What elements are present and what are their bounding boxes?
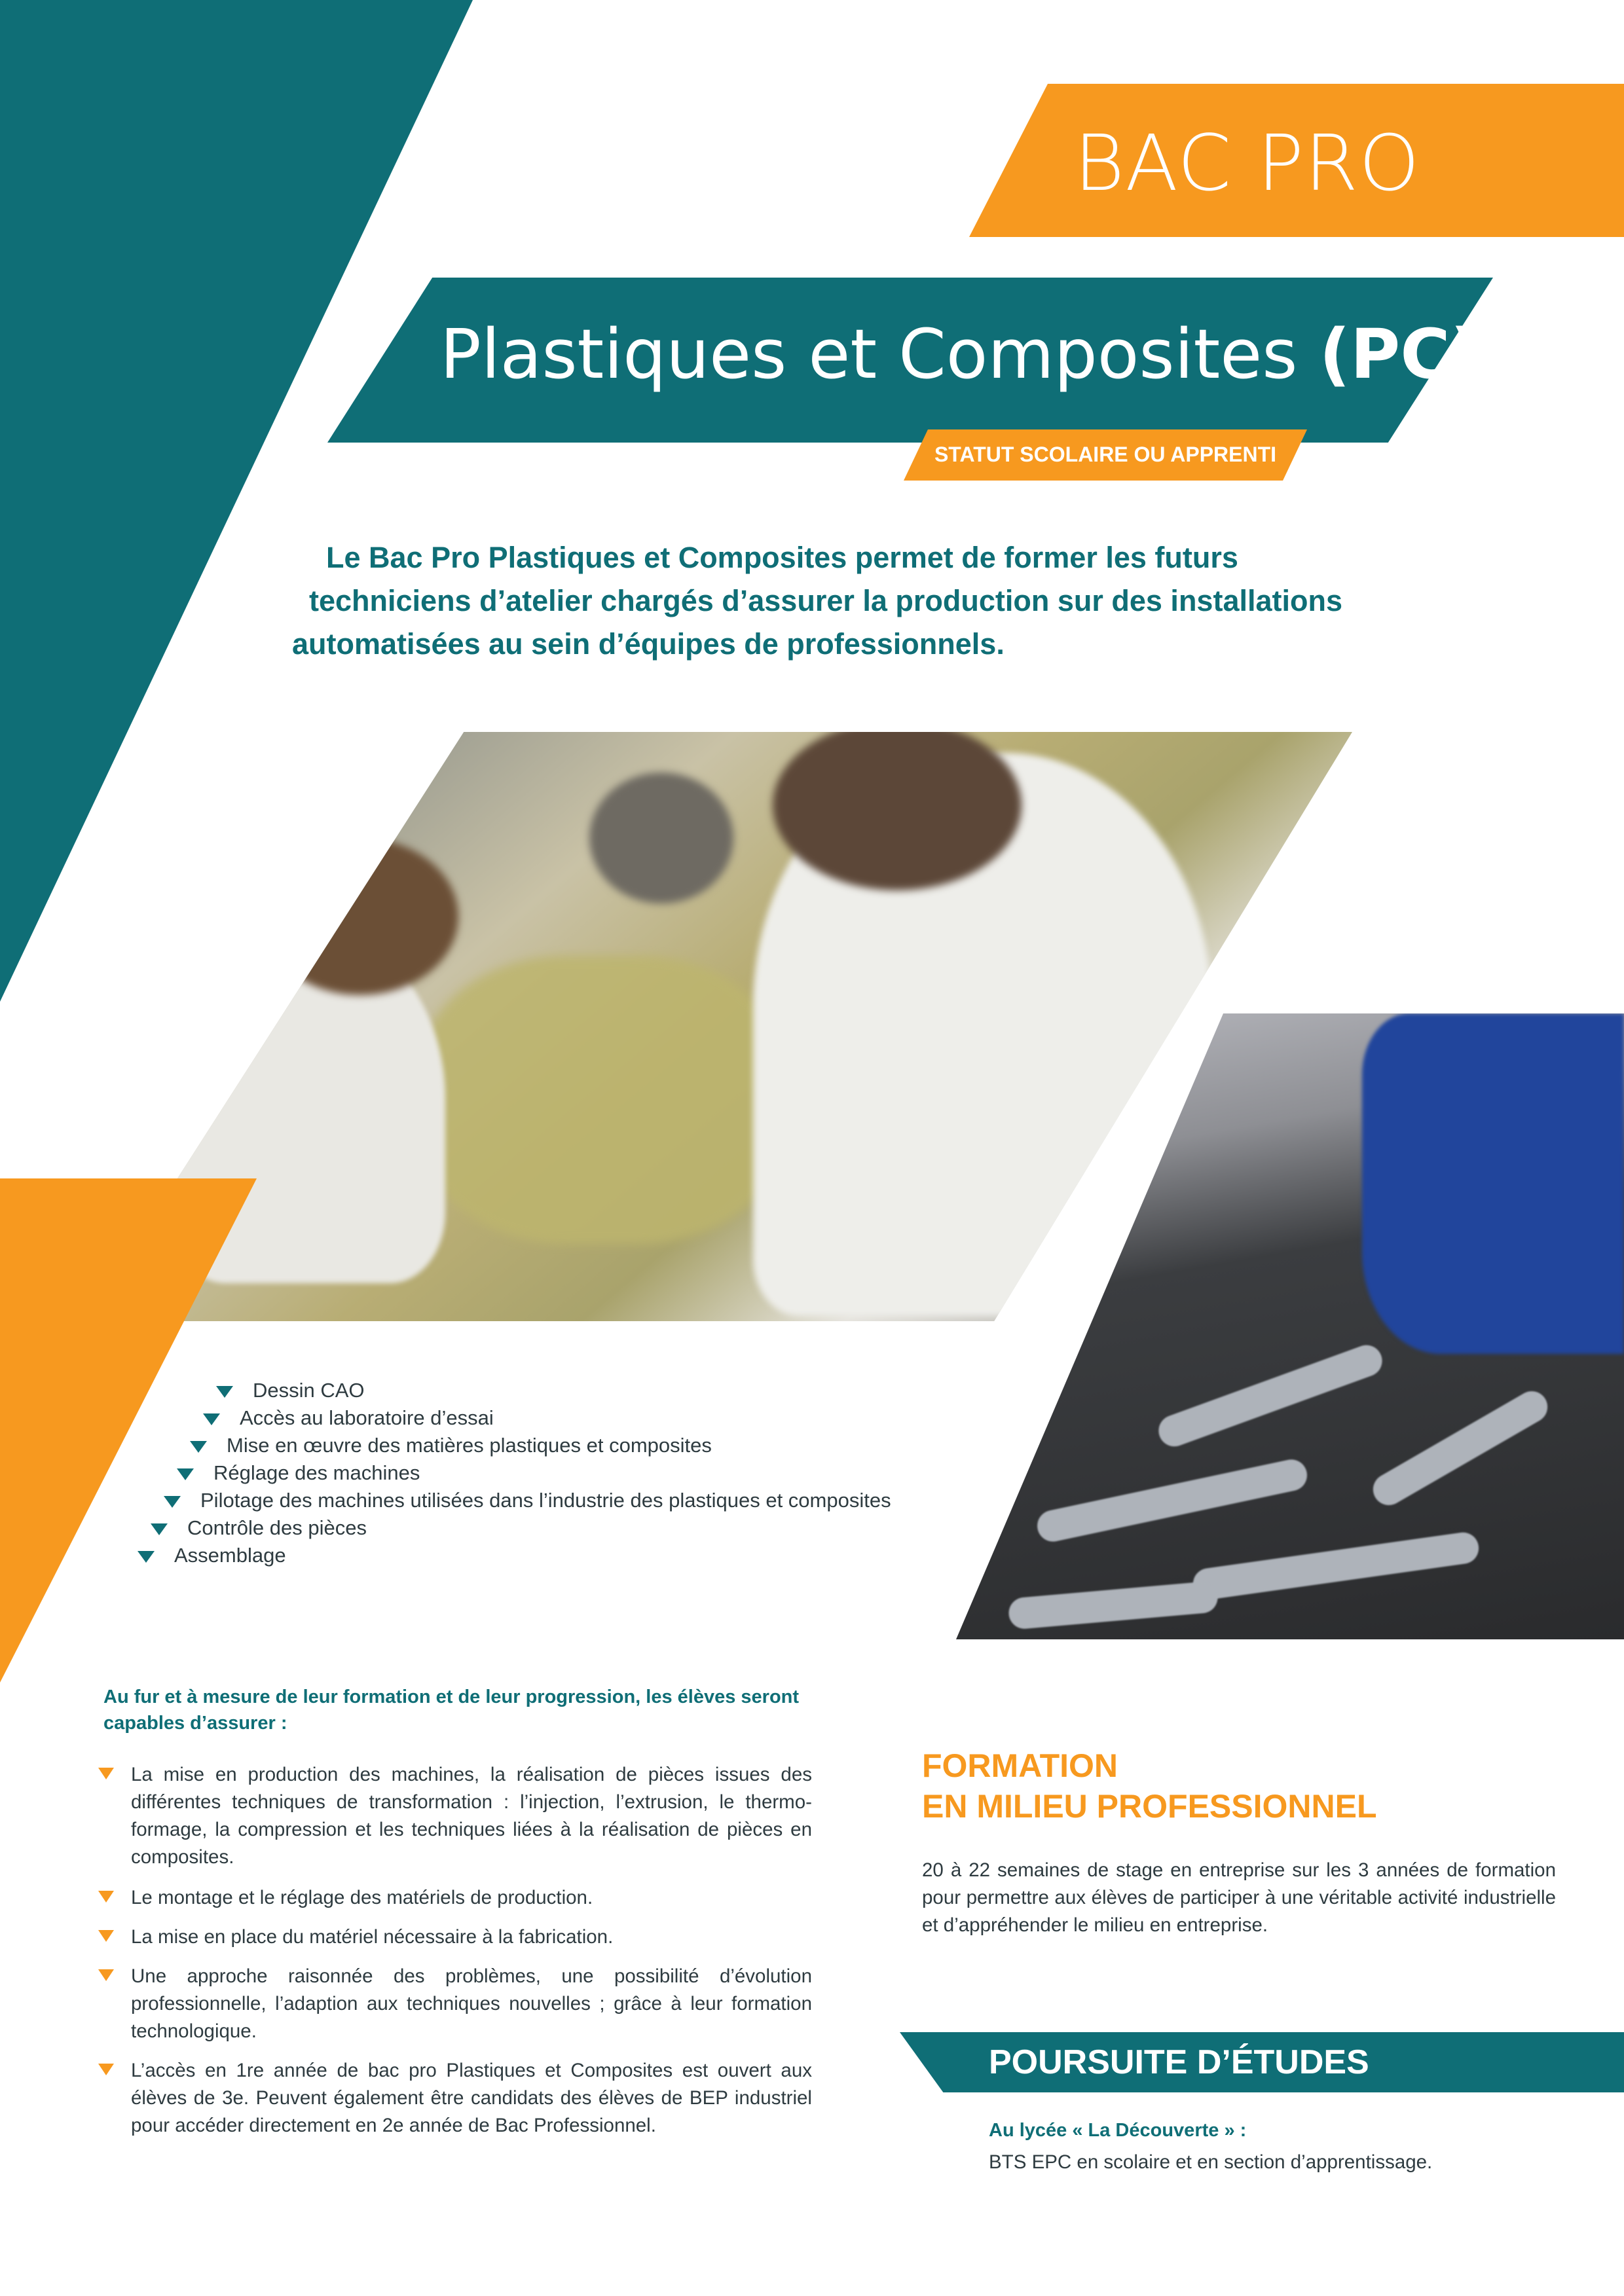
triangle-bullet-icon: [138, 1551, 155, 1563]
skill-item: Réglage des machines: [177, 1461, 420, 1485]
intro-line-2: techniciens d’atelier chargés d’assurer la production sur des installations: [309, 584, 1342, 617]
skill-item: Pilotage des machines utilisées dans l’industrie des plastiques et composites: [164, 1489, 891, 1512]
formation-text: 20 à 22 semaines de stage en entreprise sur les 3 années de formation pour permettre aux élèves de participer à une véritable activité industrielle et d’appréhender le milieu en entreprise.: [922, 1859, 1556, 1936]
bac-pro-title: BAC PRO: [1074, 118, 1420, 208]
skill-item: Dessin CAO: [216, 1379, 365, 1402]
bts-text: BTS EPC en scolaire et en section d’apprentissage.: [989, 2151, 1433, 2173]
formation-title-line-1: FORMATION: [922, 1747, 1118, 1784]
formation-title-line-2: EN MILIEU PROFESSIONNEL: [922, 1788, 1377, 1825]
ability-item: L’accès en 1re année de bac pro Plastiques et Composites est ouvert aux élèves de 3e. Peuvent également être candidats des élèves de BEP industriel pour accéder directement en 2e année de Bac Professionnel.: [98, 2057, 812, 2140]
triangle-bullet-icon: [98, 1891, 114, 1903]
triangle-bullet-icon: [98, 1969, 114, 1981]
triangle-bullet-icon: [98, 1930, 114, 1942]
composite-strip: [1191, 1531, 1481, 1602]
triangle-bullet-icon: [98, 1768, 114, 1779]
triangle-bullet-icon: [98, 2064, 114, 2075]
student-head-back: [589, 773, 733, 903]
skill-item: Contrôle des pièces: [151, 1516, 367, 1540]
ability-item: La mise en production des machines, la réalisation de pièces issues des différentes techniques de transformation : l’injection, l’extrusion, le thermo-formage, la compression et les techniques liées à la réalisation de pièces en composites.: [98, 1761, 812, 1871]
ability-item: Le montage et le réglage des matériels de production.: [98, 1884, 812, 1912]
triangle-bullet-icon: [190, 1441, 207, 1453]
triangle-bullet-icon: [203, 1413, 220, 1425]
composite-strip: [1008, 1580, 1219, 1630]
program-abbreviation: (PC): [1319, 314, 1482, 394]
status-label: STATUT SCOLAIRE OU APPRENTI: [934, 443, 1277, 466]
worker-shirt: [1362, 1013, 1624, 1354]
ability-item: La mise en place du matériel nécessaire à la fabrication.: [98, 1923, 812, 1951]
triangle-bullet-icon: [151, 1523, 168, 1535]
ability-item: Une approche raisonnée des problèmes, une possibilité d’évolution professionnelle, l’adaption aux techniques nouvelles ; grâce à leur formation technologique.: [98, 1963, 812, 2045]
composite-strip: [1154, 1341, 1387, 1451]
triangle-bullet-icon: [216, 1386, 233, 1398]
intro-line-3: automatisées au sein d’équipes de professionnels.: [292, 627, 1005, 661]
abilities-intro: Au fur et à mesure de leur formation et de leur progression, les élèves seront capables d’assurer :: [103, 1686, 800, 1734]
triangle-bullet-icon: [164, 1496, 181, 1508]
composite-strip: [1035, 1457, 1310, 1544]
composite-hull: [419, 956, 786, 1244]
skill-item: Accès au laboratoire d’essai: [203, 1406, 494, 1430]
program-name: Plastiques et Composites: [440, 314, 1298, 394]
student-hair-left: [262, 838, 458, 995]
intro-line-1: Le Bac Pro Plastiques et Composites permet de former les futurs: [326, 541, 1238, 574]
program-title: [440, 314, 1481, 394]
lycee-label: Au lycée « La Découverte » :: [989, 2120, 1247, 2141]
triangle-bullet-icon: [177, 1468, 194, 1480]
poursuite-title: POURSUITE D’ÉTUDES: [989, 2043, 1369, 2081]
skill-item: Assemblage: [138, 1544, 286, 1567]
composite-strip: [1367, 1385, 1553, 1511]
skill-item: Mise en œuvre des matières plastiques et composites: [190, 1434, 712, 1457]
